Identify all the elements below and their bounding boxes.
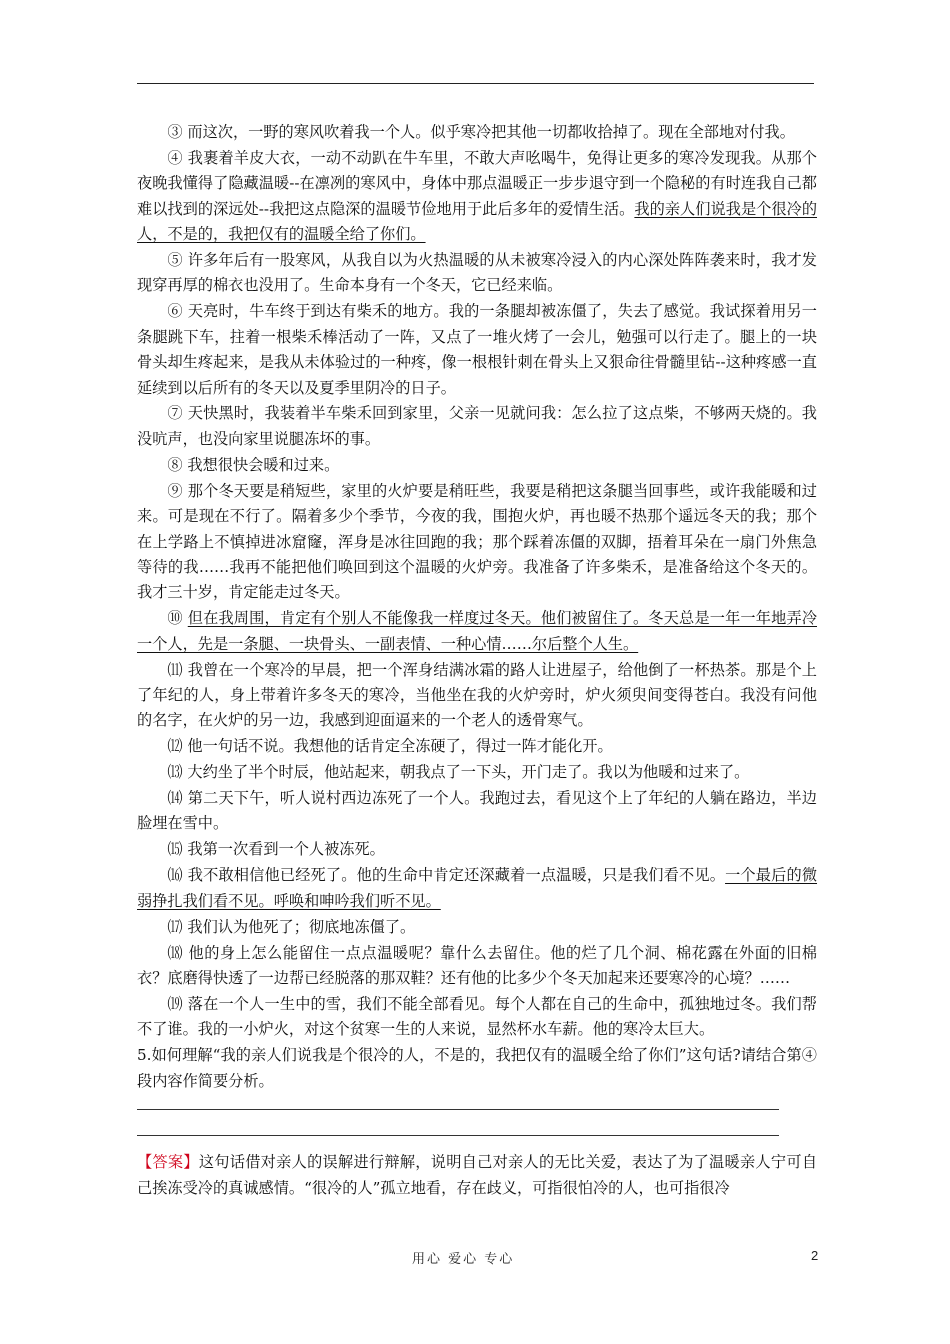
article-paragraph — [137, 248, 817, 299]
article-paragraph — [137, 479, 817, 606]
paragraph-text: ⒀ 大约坐了半个时辰，他站起来，朝我点了一下头，开门走了。我以为他暖和过来了。 — [167, 763, 750, 782]
article-paragraph — [137, 863, 817, 914]
footer-motto: 用心 爱心 专心 — [412, 1252, 515, 1267]
article-paragraph — [137, 992, 817, 1043]
article-paragraph — [137, 606, 817, 657]
question-text: 5.如何理解“我的亲人们说我是个很冷的人，不是的，我把仅有的温暖全给了你们”这句话?请结合第④段内容作简要分析。 — [137, 1046, 817, 1090]
answer-text: 这句话借对亲人的误解进行辩解，说明自己对亲人的无比关爱，表达了为了温暖亲人宁可自己挨冻受冷的真诚感情。“很冷的人”孤立地看，存在歧义，可指很怕冷的人，也可指很冷 — [137, 1153, 818, 1197]
answer-blank-line[interactable] — [137, 1120, 779, 1136]
paragraph-text: ⒁ 第二天下午，听人说村西边冻死了一个人。我跑过去，看见这个上了年纪的人躺在路边，半边脸埋在雪中。 — [137, 789, 817, 833]
paragraph-text: ⑿ 他一句话不说。我想他的话肯定全冻硬了，得过一阵才能化开。 — [167, 737, 613, 756]
paragraph-list — [137, 120, 817, 1043]
paragraph-text: ⒂ 我第一次看到一个人被冻死。 — [167, 840, 385, 859]
page-number: 2 — [811, 1248, 819, 1263]
paragraph-text: ⑦ 天快黑时，我装着半车柴禾回到家里，父亲一见就问我：怎么拉了这点柴，不够两天烧的。我没吭声，也没向家里说腿冻坏的事。 — [137, 404, 817, 448]
article-paragraph — [137, 299, 817, 401]
paragraph-text: ⒆ 落在一个人一生中的雪，我们不能全部看见。每个人都在自己的生命中，孤独地过冬。我们帮不了谁。我的一小炉火，对这个贫寒一生的人来说，显然杯水车薪。他的寒冷太巨大。 — [137, 994, 817, 1039]
answer-paragraph — [137, 1150, 817, 1201]
paragraph-text: ③ 而这次，一野的寒风吹着我一个人。似乎寒冷把其他一切都收拾掉了。现在全部地对付我。 — [167, 123, 795, 141]
answer-blank-line[interactable] — [137, 1094, 779, 1110]
article-paragraph — [137, 734, 817, 759]
paragraph-text: ⒄ 我们认为他死了；彻底地冻僵了。 — [167, 917, 416, 936]
article-paragraph — [137, 786, 817, 837]
article-paragraph — [137, 453, 817, 478]
article-paragraph — [137, 146, 817, 248]
paragraph-text: ④ 我裹着羊皮大衣，一动不动趴在牛车里，不敢大声吆喝牛，免得让更多的寒冷发现我。从那个夜晚我懂得了隐藏温暖--在凛冽的寒风中，身体中那点温暖正一步步退守到一个隐秘的有时连我自己都难以找到的深远处--我把这点隐深的温暖节俭地用于此后多年的爱情生活。 — [137, 148, 817, 218]
article-paragraph — [137, 658, 817, 734]
article-paragraph — [137, 760, 817, 785]
paragraph-text: ⑾ 我曾在一个寒冷的早晨，把一个浑身结满冰霜的路人让进屋子，给他倒了一杯热茶。那是个上了年纪的人，身上带着许多冬天的寒冷，当他坐在我的火炉旁时，炉火须臾间变得苍白。我没有问他的名字，在火炉的另一边，我感到迎面逼来的一个老人的透骨寒气。 — [137, 660, 817, 730]
underlined-sentence: 我的亲人们说我是个很冷的人，不是的，我把仅有的温暖全给了你们。 — [137, 199, 818, 244]
paragraph-text: ⒃ 我不敢相信他已经死了。他的生命中肯定还深藏着一点温暖，只是我们看不见。 — [167, 866, 726, 885]
underlined-sentence: 但在我周围，肯定有个别人不能像我一样度过冬天。他们被留住了。冬天总是一年一年地弄冷一个人，先是一条腿、一块骨头、一副表情、一种心情……尔后整个人生。 — [137, 609, 818, 653]
paragraph-text: ⑥ 天亮时，牛车终于到达有柴禾的地方。我的一条腿却被冻僵了，失去了感觉。我试探着用另一条腿跳下车，拄着一根柴禾棒活动了一阵，又点了一堆火烤了一会儿，勉强可以行走了。腿上的一块骨头却生疼起来，是我从未体验过的一种疼，像一根根针刺在骨头上又狠命往骨髓里钻--这种疼感一直延续到以后所有的冬天以及夏季里阴冷的日子。 — [137, 302, 817, 397]
article-paragraph — [137, 941, 817, 992]
paragraph-text: ⒅ 他的身上怎么能留住一点点温暖呢？靠什么去留住。他的烂了几个洞、棉花露在外面的旧棉衣？底磨得快透了一边帮已经脱落的那双鞋？还有他的比多少个冬天加起来还要寒冷的心境？…… — [137, 943, 817, 987]
article-paragraph — [137, 401, 817, 452]
header-rule — [137, 83, 814, 84]
paragraph-text: ⑩ — [167, 609, 188, 628]
paragraph-text: ⑤ 许多年后有一股寒风，从我自以为火热温暖的从未被寒冷浸入的内心深处阵阵袭来时，我才发现穿再厚的棉衣也没用了。生命本身有一个冬天，它已经来临。 — [137, 251, 817, 295]
paragraph-text: ⑧ 我想很快会暖和过来。 — [167, 455, 340, 474]
article-body — [137, 120, 817, 1202]
article-paragraph — [137, 837, 817, 862]
article-paragraph — [137, 120, 817, 145]
answer-tag: 【答案】 — [137, 1153, 199, 1172]
underlined-sentence: 一个最后的微弱挣扎我们看不见。呼唤和呻吟我们听不见。 — [137, 866, 818, 910]
article-paragraph — [137, 915, 817, 940]
paragraph-text: ⑨ 那个冬天要是稍短些，家里的火炉要是稍旺些，我要是稍把这条腿当回事些，或许我能暖和过来。可是现在不行了。隔着多少个季节，今夜的我，围抱火炉，再也暖不热那个遥远冬天的我；那个在上学路上不慎掉进冰窟窿，浑身是冰往回跑的我；那个踩着冻僵的双脚，捂着耳朵在一扇门外焦急等待的我……我再不能把他们唤回到这个温暖的火炉旁。我准备了许多柴禾，是准备给这个冬天的。我才三十岁，肯定能走过冬天。 — [137, 481, 817, 602]
